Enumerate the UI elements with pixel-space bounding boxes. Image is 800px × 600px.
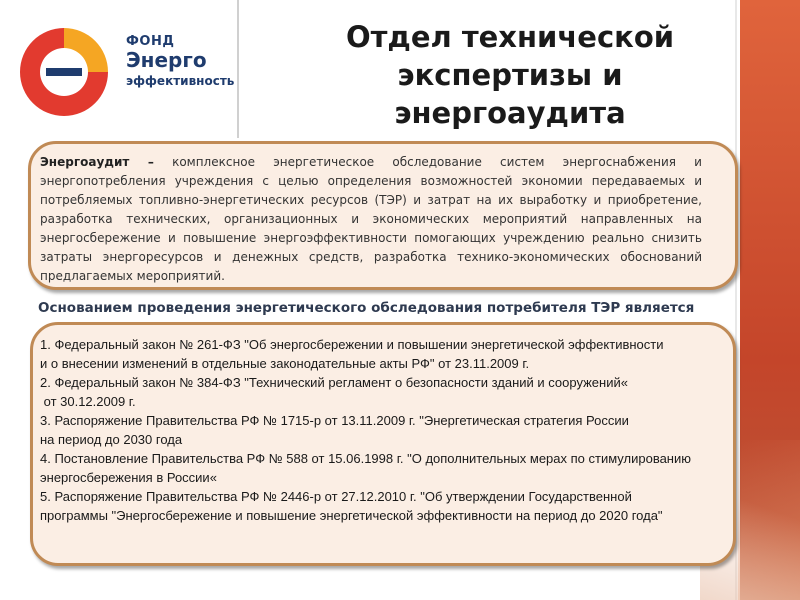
energy-efficiency-logo-icon: [14, 22, 114, 122]
list-item: программы "Энергосбережение и повышение энергетической эффективности на период до 2020 года": [40, 508, 663, 523]
logo-text-efficiency: эффективность: [126, 74, 235, 88]
logo-divider: [237, 0, 239, 138]
list-item: и о внесении изменений в отдельные законодательные акты РФ" от 23.11.2009 г.: [40, 356, 530, 371]
list-item: от 30.12.2009 г.: [40, 394, 136, 409]
list-item: 3. Распоряжение Правительства РФ № 1715-р от 13.11.2009 г. "Энергетическая стратегия России: [40, 413, 629, 428]
definition-body: комплексное энергетическое обследование систем энергоснабжения и энергопотребления учреждения с целью определения возможностей экономии передаваемых и потребляемых топливно-энергетических ресурсов (ТЭР) и затрат на их выработку и приобретение, разработка технических, организационных и экономических мероприятий направленных на энергосбережение и повышение энергоэффективности помогающих учреждению реально снизить затраты энергоресурсов и денежных средств, разработка технико-экономических обоснований предлагаемых мероприятий.: [40, 155, 702, 283]
list-item: 1. Федеральный закон № 261-ФЗ "Об энергосбережении и повышении энергетической эффективности: [40, 337, 664, 352]
list-item: 2. Федеральный закон № 384-ФЗ "Технический регламент о безопасности зданий и сооружений«: [40, 375, 628, 390]
fund-logo: [14, 14, 239, 124]
logo-text-energy: Энерго: [126, 48, 207, 72]
page-title: Отдел технической экспертизы и энергоаудита: [345, 20, 675, 130]
list-item: 5. Распоряжение Правительства РФ № 2446-р от 27.12.2010 г. "Об утверждении Государственной: [40, 489, 632, 504]
definition-text: [40, 153, 702, 286]
definition-term: Энергоаудит –: [40, 155, 154, 169]
list-item: на период до 2030 года: [40, 432, 183, 447]
legal-basis-list: [40, 335, 710, 525]
logo-text-fund: ФОНД: [126, 34, 175, 49]
basis-heading: Основанием проведения энергетического обследования потребителя ТЭР является: [38, 300, 695, 316]
list-item: 4. Постановление Правительства РФ № 588 от 15.06.1998 г. "О дополнительных мерах по стимулированию энергосбережения в России«: [40, 451, 699, 485]
